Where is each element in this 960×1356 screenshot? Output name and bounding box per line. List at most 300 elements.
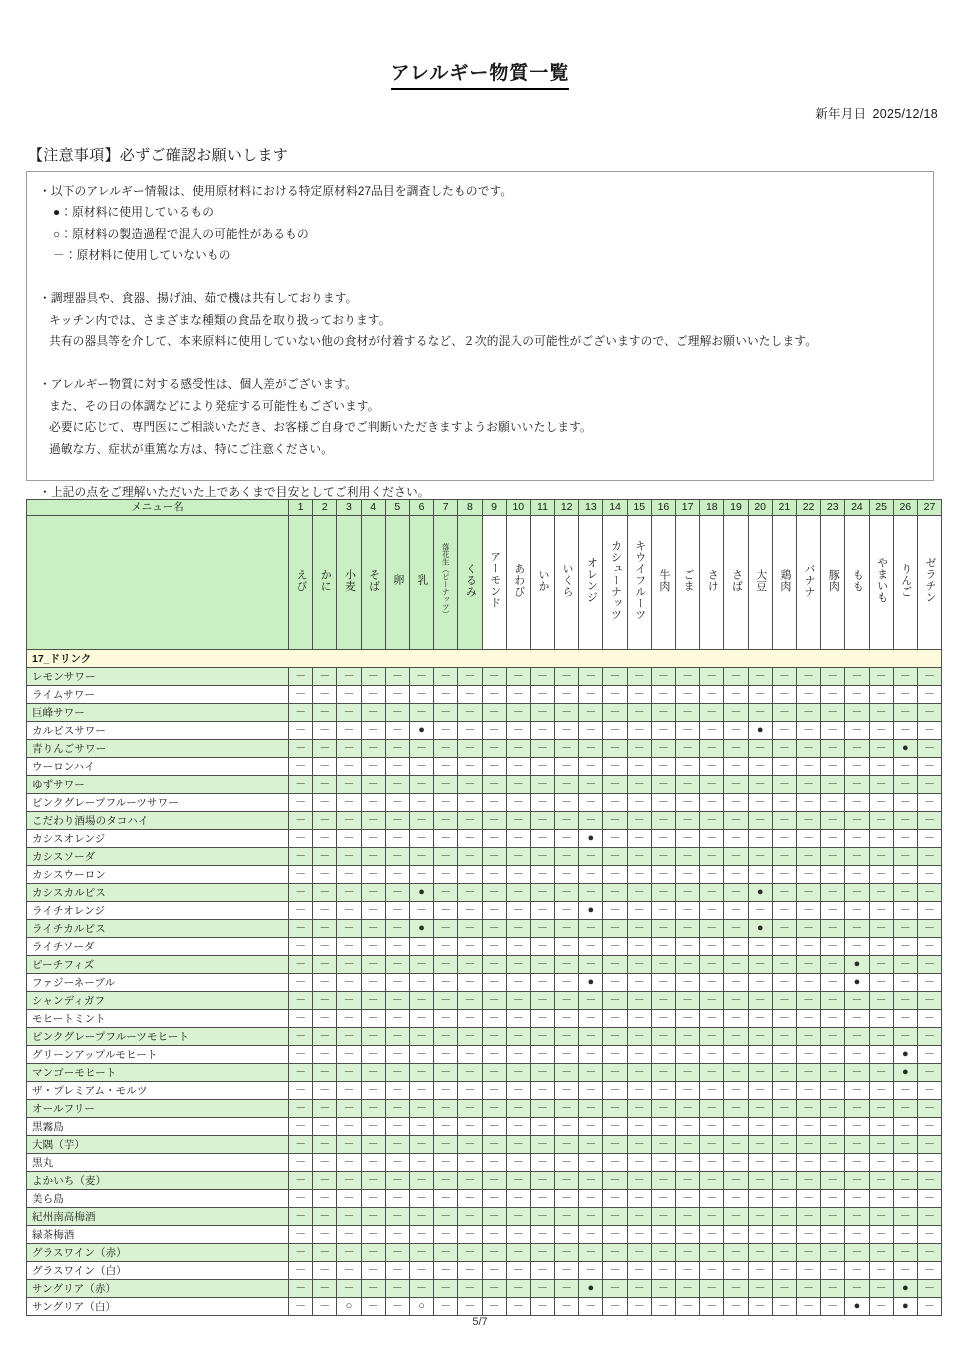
allergen-cell-1 — [289, 1099, 313, 1117]
menu-name: サングリア（白） — [27, 1297, 289, 1315]
mark-absent-icon: － — [585, 1227, 597, 1240]
mark-absent-icon: － — [367, 1029, 379, 1042]
mark-absent-icon: － — [827, 1299, 839, 1312]
mark-absent-icon: － — [923, 669, 935, 682]
mark-absent-icon: － — [343, 1011, 355, 1024]
mark-absent-icon: － — [319, 1101, 331, 1114]
mark-absent-icon: － — [851, 867, 863, 880]
mark-absent-icon: － — [851, 1083, 863, 1096]
mark-absent-icon: － — [440, 885, 452, 898]
allergen-table-wrap — [26, 499, 934, 1316]
mark-absent-icon: － — [923, 723, 935, 736]
allergen-cell-19 — [724, 937, 748, 955]
allergen-cell-9 — [482, 883, 506, 901]
mark-absent-icon: － — [319, 813, 331, 826]
mark-absent-icon: － — [803, 1065, 815, 1078]
allergen-cell-21 — [772, 1135, 796, 1153]
allergen-cell-11 — [530, 703, 554, 721]
allergen-cell-6 — [409, 757, 433, 775]
mark-absent-icon: － — [367, 669, 379, 682]
mark-absent-icon: － — [561, 975, 573, 988]
mark-absent-icon: － — [682, 1047, 694, 1060]
mark-absent-icon: － — [682, 723, 694, 736]
mark-absent-icon: － — [899, 1137, 911, 1150]
mark-absent-icon: － — [343, 993, 355, 1006]
allergen-cell-11 — [530, 667, 554, 685]
mark-absent-icon: － — [319, 831, 331, 844]
mark-absent-icon: － — [319, 1083, 331, 1096]
mark-absent-icon: － — [536, 1299, 548, 1312]
mark-absent-icon: － — [682, 1155, 694, 1168]
allergen-cell-3 — [337, 1279, 361, 1297]
allergen-cell-18 — [700, 1045, 724, 1063]
allergen-cell-4 — [361, 1279, 385, 1297]
allergen-cell-8 — [458, 1297, 482, 1315]
mark-absent-icon: － — [343, 705, 355, 718]
mark-absent-icon: － — [391, 903, 403, 916]
mark-absent-icon: － — [875, 1245, 887, 1258]
allergen-cell-24 — [845, 1135, 869, 1153]
mark-absent-icon: － — [488, 723, 500, 736]
mark-absent-icon: － — [827, 867, 839, 880]
allergen-cell-24 — [845, 1045, 869, 1063]
allergen-cell-24 — [845, 1027, 869, 1045]
allergen-cell-24 — [845, 739, 869, 757]
allergen-cell-11 — [530, 739, 554, 757]
mark-absent-icon: － — [633, 1029, 645, 1042]
mark-absent-icon: － — [682, 1065, 694, 1078]
allergen-cell-16 — [651, 1009, 675, 1027]
allergen-cell-20 — [748, 1153, 772, 1171]
mark-absent-icon: － — [536, 1155, 548, 1168]
allergen-name-20 — [748, 515, 772, 649]
mark-absent-icon: － — [391, 759, 403, 772]
allergen-cell-19 — [724, 667, 748, 685]
mark-absent-icon: － — [295, 903, 307, 916]
allergen-cell-15 — [627, 667, 651, 685]
allergen-cell-15 — [627, 937, 651, 955]
mark-absent-icon: － — [706, 723, 718, 736]
allergen-cell-24 — [845, 721, 869, 739]
allergen-cell-22 — [796, 919, 820, 937]
allergen-cell-12 — [555, 1171, 579, 1189]
allergen-cell-17 — [676, 1171, 700, 1189]
allergen-cell-2 — [313, 811, 337, 829]
mark-absent-icon: － — [585, 885, 597, 898]
mark-absent-icon: － — [585, 795, 597, 808]
allergen-cell-23 — [821, 955, 845, 973]
mark-absent-icon: － — [730, 741, 742, 754]
allergen-cell-10 — [506, 811, 530, 829]
allergen-cell-25 — [869, 667, 893, 685]
allergen-cell-5 — [385, 739, 409, 757]
allergen-cell-26 — [893, 973, 917, 991]
mark-absent-icon: － — [730, 939, 742, 952]
allergen-cell-24 — [845, 1189, 869, 1207]
allergen-cell-7 — [434, 1081, 458, 1099]
mark-absent-icon: － — [803, 1155, 815, 1168]
allergen-cell-9 — [482, 1027, 506, 1045]
mark-absent-icon: － — [561, 957, 573, 970]
mark-absent-icon: － — [778, 723, 790, 736]
table-body — [27, 649, 942, 1315]
mark-absent-icon: － — [536, 1047, 548, 1060]
allergen-cell-7 — [434, 919, 458, 937]
mark-absent-icon: － — [367, 723, 379, 736]
allergen-cell-25 — [869, 1009, 893, 1027]
allergen-cell-15 — [627, 793, 651, 811]
allergen-cell-23 — [821, 1117, 845, 1135]
allergen-cell-4 — [361, 1099, 385, 1117]
mark-absent-icon: － — [391, 813, 403, 826]
mark-absent-icon: － — [367, 687, 379, 700]
table-row — [27, 703, 942, 721]
mark-absent-icon: － — [391, 1209, 403, 1222]
mark-absent-icon: － — [682, 1083, 694, 1096]
mark-absent-icon: － — [923, 687, 935, 700]
mark-absent-icon: － — [464, 1119, 476, 1132]
mark-absent-icon: － — [416, 759, 428, 772]
mark-absent-icon: － — [561, 1101, 573, 1114]
allergen-cell-5 — [385, 1045, 409, 1063]
allergen-label: いか — [536, 568, 549, 592]
mark-absent-icon: － — [464, 1101, 476, 1114]
allergen-cell-18 — [700, 955, 724, 973]
mark-absent-icon: － — [319, 1245, 331, 1258]
allergen-cell-14 — [603, 793, 627, 811]
allergen-cell-20 — [748, 1009, 772, 1027]
mark-absent-icon: － — [512, 813, 524, 826]
mark-absent-icon: － — [923, 1065, 935, 1078]
mark-absent-icon: － — [512, 885, 524, 898]
allergen-cell-6 — [409, 973, 433, 991]
allergen-number-12: 12 — [555, 499, 579, 515]
allergen-cell-27 — [917, 955, 941, 973]
mark-absent-icon: － — [464, 1173, 476, 1186]
mark-absent-icon: － — [754, 975, 766, 988]
allergen-cell-7 — [434, 811, 458, 829]
mark-absent-icon: － — [754, 759, 766, 772]
mark-absent-icon: － — [827, 921, 839, 934]
mark-absent-icon: － — [706, 813, 718, 826]
mark-absent-icon: － — [343, 1227, 355, 1240]
allergen-cell-1 — [289, 883, 313, 901]
allergen-cell-5 — [385, 757, 409, 775]
allergen-number-3: 3 — [337, 499, 361, 515]
allergen-cell-16 — [651, 919, 675, 937]
mark-absent-icon: － — [609, 1101, 621, 1114]
allergen-cell-2 — [313, 1135, 337, 1153]
mark-absent-icon: － — [536, 1209, 548, 1222]
mark-absent-icon: － — [827, 1137, 839, 1150]
allergen-label: ゼラチン — [923, 557, 936, 603]
allergen-cell-16 — [651, 1045, 675, 1063]
allergen-cell-16 — [651, 1117, 675, 1135]
mark-absent-icon: － — [682, 885, 694, 898]
allergen-cell-3 — [337, 973, 361, 991]
mark-absent-icon: － — [657, 1209, 669, 1222]
mark-absent-icon: － — [609, 759, 621, 772]
allergen-label: 大豆 — [754, 568, 767, 592]
mark-absent-icon: － — [464, 1083, 476, 1096]
mark-absent-icon: － — [923, 993, 935, 1006]
mark-absent-icon: － — [609, 1011, 621, 1024]
allergen-cell-22 — [796, 757, 820, 775]
allergen-cell-9 — [482, 1261, 506, 1279]
mark-absent-icon: － — [585, 957, 597, 970]
allergen-cell-7 — [434, 901, 458, 919]
mark-absent-icon: － — [512, 759, 524, 772]
allergen-cell-1 — [289, 703, 313, 721]
mark-absent-icon: － — [827, 1119, 839, 1132]
mark-absent-icon: － — [730, 975, 742, 988]
menu-name: カシスオレンジ — [27, 829, 289, 847]
mark-absent-icon: － — [561, 1263, 573, 1276]
allergen-cell-6 — [409, 1153, 433, 1171]
allergen-cell-1 — [289, 1297, 313, 1315]
allergen-cell-22 — [796, 1297, 820, 1315]
mark-absent-icon: － — [923, 1101, 935, 1114]
allergen-cell-13 — [579, 1171, 603, 1189]
allergen-cell-7 — [434, 1099, 458, 1117]
mark-absent-icon: － — [730, 1137, 742, 1150]
menu-name: ファジーネーブル — [27, 973, 289, 991]
allergen-cell-13 — [579, 1045, 603, 1063]
mark-absent-icon: － — [464, 849, 476, 862]
allergen-cell-4 — [361, 1261, 385, 1279]
allergen-cell-17 — [676, 1081, 700, 1099]
allergen-cell-13 — [579, 829, 603, 847]
mark-absent-icon: － — [295, 1263, 307, 1276]
mark-absent-icon: － — [319, 795, 331, 808]
mark-absent-icon: － — [803, 867, 815, 880]
mark-absent-icon: － — [803, 1173, 815, 1186]
mark-absent-icon: － — [827, 1011, 839, 1024]
mark-absent-icon: － — [512, 1137, 524, 1150]
mark-absent-icon: － — [343, 1281, 355, 1294]
mark-absent-icon: － — [803, 1281, 815, 1294]
table-row — [27, 955, 942, 973]
mark-absent-icon: － — [488, 669, 500, 682]
allergen-cell-18 — [700, 1081, 724, 1099]
allergen-cell-10 — [506, 919, 530, 937]
mark-absent-icon: － — [440, 705, 452, 718]
allergen-cell-7 — [434, 1243, 458, 1261]
allergen-cell-14 — [603, 1279, 627, 1297]
menu-name: ライチソーダ — [27, 937, 289, 955]
allergen-cell-14 — [603, 1243, 627, 1261]
allergen-cell-8 — [458, 1261, 482, 1279]
mark-absent-icon: － — [923, 831, 935, 844]
mark-absent-icon: － — [803, 1263, 815, 1276]
allergen-number-6: 6 — [409, 499, 433, 515]
allergen-cell-7 — [434, 973, 458, 991]
allergen-cell-6 — [409, 1117, 433, 1135]
allergen-cell-15 — [627, 1081, 651, 1099]
allergen-cell-9 — [482, 1207, 506, 1225]
mark-absent-icon: － — [899, 1083, 911, 1096]
mark-absent-icon: － — [851, 741, 863, 754]
mark-absent-icon: － — [706, 957, 718, 970]
table-row — [27, 883, 942, 901]
allergen-cell-15 — [627, 1117, 651, 1135]
mark-absent-icon: － — [440, 1047, 452, 1060]
table-row — [27, 685, 942, 703]
mark-absent-icon: － — [633, 1137, 645, 1150]
allergen-cell-7 — [434, 955, 458, 973]
mark-absent-icon: － — [827, 669, 839, 682]
allergen-cell-2 — [313, 1243, 337, 1261]
allergen-name-21 — [772, 515, 796, 649]
mark-absent-icon: － — [923, 1245, 935, 1258]
mark-absent-icon: － — [803, 1011, 815, 1024]
mark-absent-icon: － — [706, 1047, 718, 1060]
allergen-name-1 — [289, 515, 313, 649]
mark-absent-icon: － — [440, 1263, 452, 1276]
allergen-cell-17 — [676, 1261, 700, 1279]
allergen-cell-22 — [796, 1189, 820, 1207]
allergen-cell-4 — [361, 901, 385, 919]
mark-absent-icon: － — [923, 1299, 935, 1312]
allergen-cell-9 — [482, 991, 506, 1009]
mark-absent-icon: － — [778, 1065, 790, 1078]
allergen-cell-27 — [917, 1117, 941, 1135]
allergen-cell-2 — [313, 1171, 337, 1189]
mark-absent-icon: － — [778, 1119, 790, 1132]
allergen-label: 牛肉 — [657, 568, 670, 592]
mark-absent-icon: － — [488, 1245, 500, 1258]
allergen-label: バナナ — [803, 562, 816, 598]
mark-absent-icon: － — [875, 741, 887, 754]
allergen-cell-12 — [555, 1135, 579, 1153]
allergen-cell-3 — [337, 1225, 361, 1243]
mark-absent-icon: － — [536, 849, 548, 862]
allergen-cell-9 — [482, 1081, 506, 1099]
allergen-cell-7 — [434, 1045, 458, 1063]
allergen-cell-2 — [313, 775, 337, 793]
allergen-cell-7 — [434, 1153, 458, 1171]
mark-absent-icon: － — [633, 813, 645, 826]
mark-absent-icon: － — [343, 1083, 355, 1096]
mark-absent-icon: － — [633, 1083, 645, 1096]
mark-absent-icon: － — [682, 939, 694, 952]
allergen-cell-20 — [748, 865, 772, 883]
mark-absent-icon: － — [682, 903, 694, 916]
mark-absent-icon: － — [827, 849, 839, 862]
mark-absent-icon: － — [706, 1173, 718, 1186]
allergen-cell-14 — [603, 1009, 627, 1027]
mark-absent-icon: － — [367, 1263, 379, 1276]
allergen-cell-25 — [869, 919, 893, 937]
allergen-cell-7 — [434, 1171, 458, 1189]
allergen-cell-1 — [289, 1009, 313, 1027]
menu-name: こだわり酒場のタコハイ — [27, 811, 289, 829]
mark-absent-icon: － — [561, 705, 573, 718]
mark-absent-icon: － — [609, 1263, 621, 1276]
mark-absent-icon: － — [875, 1209, 887, 1222]
mark-absent-icon: － — [682, 1191, 694, 1204]
mark-absent-icon: － — [706, 1119, 718, 1132]
allergen-name-14 — [603, 515, 627, 649]
allergen-cell-9 — [482, 901, 506, 919]
mark-absent-icon: － — [295, 687, 307, 700]
mark-absent-icon: － — [875, 795, 887, 808]
mark-absent-icon: － — [827, 741, 839, 754]
allergen-cell-13 — [579, 1081, 603, 1099]
allergen-cell-22 — [796, 703, 820, 721]
allergen-cell-15 — [627, 901, 651, 919]
mark-absent-icon: － — [488, 687, 500, 700]
mark-absent-icon: － — [778, 795, 790, 808]
allergen-cell-23 — [821, 793, 845, 811]
allergen-cell-5 — [385, 937, 409, 955]
mark-absent-icon: － — [295, 993, 307, 1006]
mark-absent-icon: － — [440, 849, 452, 862]
allergen-cell-20 — [748, 1243, 772, 1261]
allergen-cell-14 — [603, 685, 627, 703]
mark-absent-icon: － — [609, 1083, 621, 1096]
allergen-cell-18 — [700, 919, 724, 937]
mark-absent-icon: － — [827, 1155, 839, 1168]
allergen-cell-26 — [893, 901, 917, 919]
allergen-cell-13 — [579, 685, 603, 703]
allergen-cell-13 — [579, 973, 603, 991]
allergen-number-7: 7 — [434, 499, 458, 515]
mark-absent-icon: － — [536, 723, 548, 736]
mark-absent-icon: － — [803, 1137, 815, 1150]
allergen-cell-9 — [482, 703, 506, 721]
allergen-cell-26 — [893, 793, 917, 811]
allergen-label: りんご — [899, 562, 912, 598]
allergen-cell-15 — [627, 919, 651, 937]
mark-absent-icon: － — [609, 921, 621, 934]
mark-absent-icon: － — [609, 705, 621, 718]
allergen-cell-16 — [651, 991, 675, 1009]
allergen-cell-5 — [385, 1135, 409, 1153]
mark-absent-icon: － — [851, 1011, 863, 1024]
mark-absent-icon: － — [561, 1011, 573, 1024]
mark-absent-icon: － — [875, 1227, 887, 1240]
allergen-cell-23 — [821, 721, 845, 739]
menu-name: グラスワイン（赤） — [27, 1243, 289, 1261]
mark-absent-icon: － — [367, 849, 379, 862]
mark-absent-icon: － — [488, 1047, 500, 1060]
menu-name: 美ら島 — [27, 1189, 289, 1207]
allergen-cell-10 — [506, 1099, 530, 1117]
allergen-cell-23 — [821, 1207, 845, 1225]
mark-absent-icon: － — [512, 1227, 524, 1240]
allergen-cell-26 — [893, 1099, 917, 1117]
mark-absent-icon: － — [585, 939, 597, 952]
mark-absent-icon: － — [319, 1227, 331, 1240]
allergen-cell-8 — [458, 1117, 482, 1135]
mark-absent-icon: － — [464, 1299, 476, 1312]
allergen-cell-11 — [530, 1027, 554, 1045]
mark-absent-icon: － — [464, 795, 476, 808]
mark-absent-icon: － — [416, 1155, 428, 1168]
allergen-cell-18 — [700, 721, 724, 739]
mark-absent-icon: － — [319, 1299, 331, 1312]
mark-absent-icon: － — [367, 831, 379, 844]
allergen-cell-12 — [555, 757, 579, 775]
allergen-cell-24 — [845, 847, 869, 865]
mark-absent-icon: － — [609, 1245, 621, 1258]
mark-absent-icon: － — [512, 1011, 524, 1024]
allergen-cell-8 — [458, 667, 482, 685]
mark-absent-icon: － — [633, 1101, 645, 1114]
allergen-cell-26 — [893, 757, 917, 775]
table-row — [27, 1189, 942, 1207]
